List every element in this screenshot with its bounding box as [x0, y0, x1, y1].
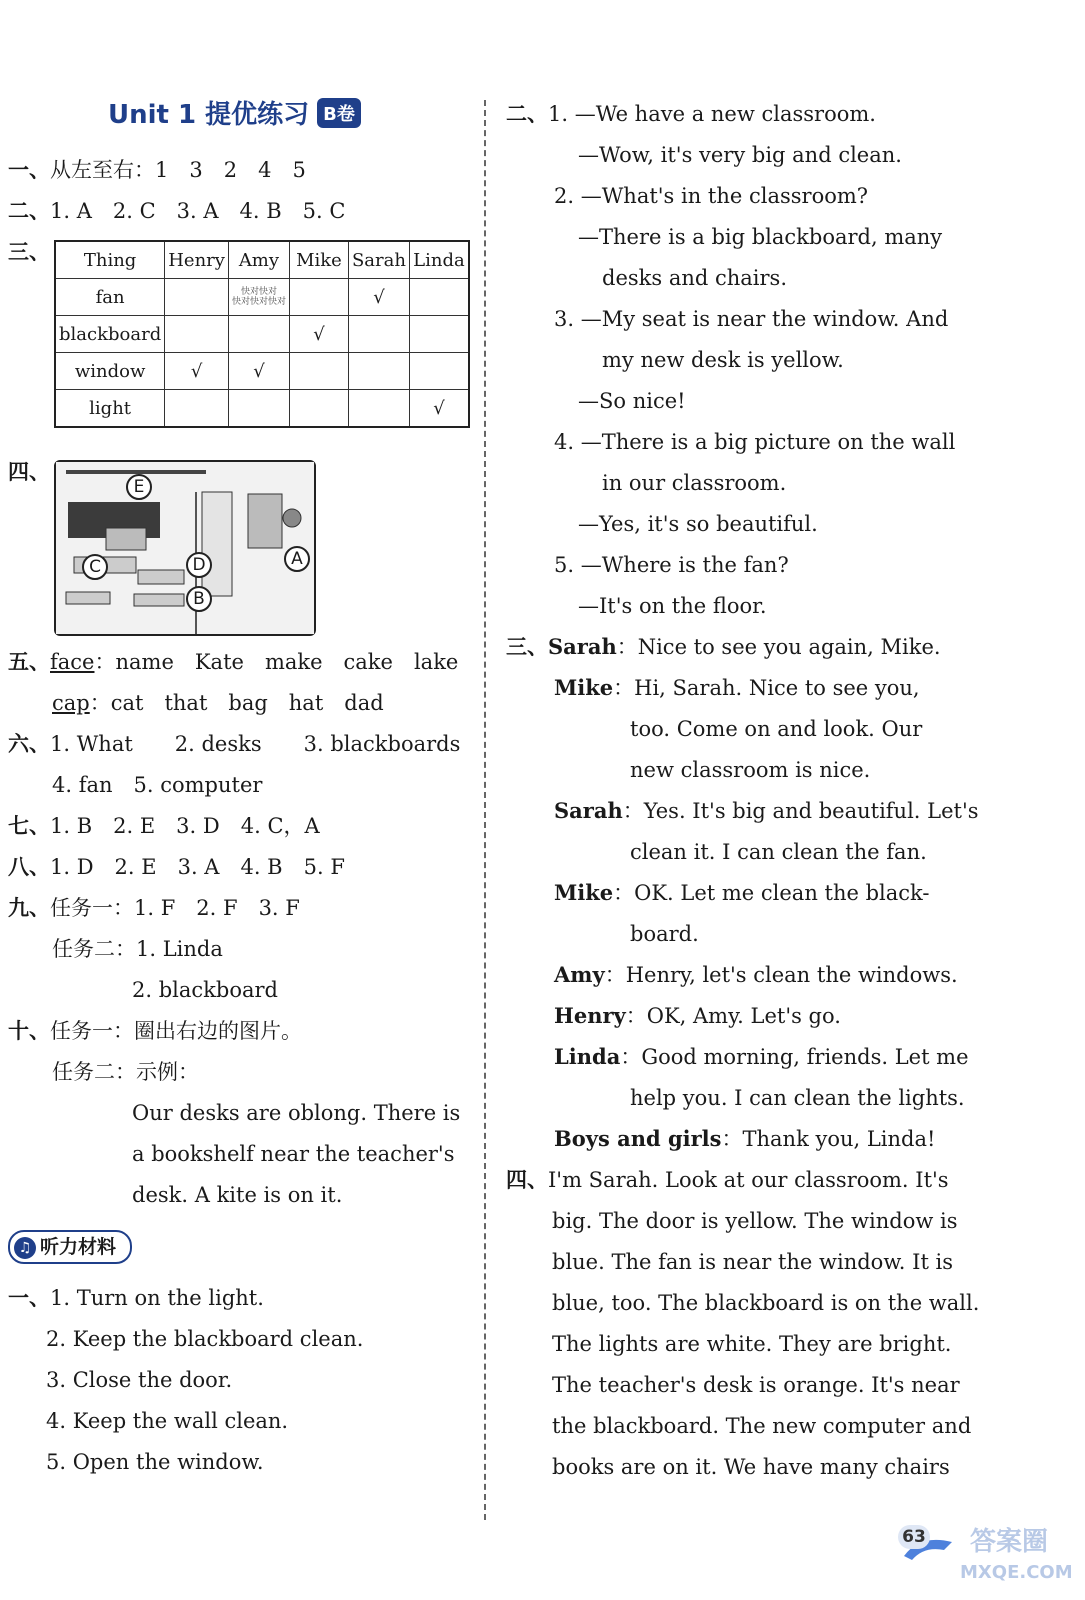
answer-q9-task2: 任务二：1. Linda — [52, 937, 223, 961]
table-cell: √ — [289, 316, 348, 353]
speaker-name: Sarah — [554, 798, 623, 823]
listening-item: 3. Close the door. — [46, 1368, 233, 1392]
answer-q3-number — [8, 238, 50, 266]
watermark-logo — [900, 1514, 1073, 1584]
dialogue-line: 1. —We have a new classroom. — [548, 102, 876, 126]
conversation-line: Henry：OK, Amy. Let's go. — [554, 1003, 841, 1028]
q4-number: 四、 — [8, 460, 50, 484]
table-cell: √ — [165, 353, 229, 390]
listening-label-text: 听力材料 — [40, 1236, 117, 1258]
speech-text: new classroom is nice. — [630, 758, 871, 782]
speech-text: OK. Let me clean the black- — [634, 881, 930, 905]
label-d: D — [186, 552, 212, 578]
dialogue-line: —There is a big blackboard, many — [578, 225, 943, 249]
page-number: 63 — [898, 1525, 930, 1549]
table-cell — [289, 279, 348, 316]
q5-number: 五、 — [8, 650, 50, 674]
speech-text: too. Come on and look. Our — [630, 717, 923, 741]
listening-item: 5. Open the window. — [46, 1450, 264, 1474]
table-cell — [409, 316, 469, 353]
answer-q1 — [8, 156, 306, 184]
passage-line: The lights are white. They are bright. — [552, 1332, 952, 1356]
answer-q9-task1 — [8, 894, 300, 922]
q9-task1: 任务一：1. F 2. F 3. F — [50, 896, 300, 920]
table-cell: fan — [55, 279, 165, 316]
passage-line: books are on it. We have many chairs — [552, 1455, 950, 1479]
speech-text: Thank you, Linda! — [742, 1127, 936, 1151]
label-a: A — [284, 546, 310, 572]
label-e: E — [126, 474, 152, 500]
speech-text: Nice to see you again, Mike. — [637, 635, 941, 659]
answer-q6-line1 — [8, 730, 460, 758]
conversation-line: Mike：Hi, Sarah. Nice to see you, — [554, 675, 920, 700]
speech-text: Yes. It's big and beautiful. Let's — [643, 799, 979, 823]
table-cell: window — [55, 353, 165, 390]
answer-q8 — [8, 853, 345, 881]
speaker-name: Mike — [554, 880, 614, 905]
conversation-line: Linda：Good morning, friends. Let me — [554, 1044, 969, 1069]
answer-q5-line1 — [8, 648, 458, 676]
speech-text: OK, Amy. Let's go. — [646, 1004, 841, 1028]
table-header: Amy — [228, 241, 289, 279]
title-badge: B卷 — [317, 98, 361, 128]
answer-q5-line2 — [52, 689, 384, 717]
dialogue-line: 3. —My seat is near the window. And — [554, 307, 949, 331]
title-text: Unit 1 提优练习 — [108, 100, 310, 130]
watermark-text: MXQE.COM — [960, 1562, 1073, 1583]
speaker-name: Henry — [554, 1003, 626, 1028]
table-cell — [165, 316, 229, 353]
listening-item: 4. Keep the wall clean. — [46, 1409, 289, 1433]
table-cell — [289, 390, 348, 428]
answer-q10-task2: 任务二：示例： — [52, 1060, 199, 1084]
dialogue-line: 2. —What's in the classroom? — [554, 184, 869, 208]
conversation-line: Sarah：Yes. It's big and beautiful. Let's — [554, 798, 979, 823]
table-cell — [228, 316, 289, 353]
dialogue-line: 5. —Where is the fan? — [554, 553, 789, 577]
speaker-name: Linda — [554, 1044, 621, 1069]
answer-q2 — [8, 197, 345, 225]
dialogue-line: —Yes, it's so beautiful. — [578, 512, 818, 536]
dialogue-line: 4. —There is a big picture on the wall — [554, 430, 956, 454]
headphones-icon: ♫ — [14, 1237, 36, 1259]
table-cell — [165, 279, 229, 316]
speaker-name: Mike — [554, 675, 614, 700]
listening-item: 2. Keep the blackboard clean. — [46, 1327, 364, 1351]
speech-text: board. — [630, 922, 699, 946]
speaker-name: Amy — [554, 962, 605, 987]
classroom-picture — [54, 460, 316, 636]
passage-line: The teacher's desk is orange. It's near — [552, 1373, 960, 1397]
answer-q10-task1 — [8, 1017, 302, 1045]
passage-line: blue, too. The blackboard is on the wall. — [552, 1291, 980, 1315]
page-title — [108, 94, 361, 131]
dialogue-line: —Wow, it's very big and clean. — [578, 143, 902, 167]
speech-text: Hi, Sarah. Nice to see you, — [634, 676, 920, 700]
table-cell: light — [55, 390, 165, 428]
q1-text: 从左至右：1 3 2 4 5 — [50, 158, 306, 182]
table-header-row — [55, 241, 469, 279]
table-cell: 快对快对 快对快对快对 — [228, 279, 289, 316]
passage-line: the blackboard. The new computer and — [552, 1414, 972, 1438]
q8-text: 1. D 2. E 3. A 4. B 5. F — [50, 855, 345, 879]
passage-line — [506, 1166, 949, 1194]
table-header: Mike — [289, 241, 348, 279]
q6-line1: 1. What 2. desks 3. blackboards — [50, 732, 461, 756]
table-cell: √ — [409, 390, 469, 428]
conversation-line: Mike：OK. Let me clean the black- — [554, 880, 930, 905]
listening-q4-number: 四、 — [506, 1168, 548, 1192]
answer-q9-task2b: 2. blackboard — [132, 978, 278, 1002]
listening-material-label — [8, 1230, 132, 1264]
table-row — [55, 279, 469, 316]
table-cell: √ — [348, 279, 409, 316]
answer-q4-number — [8, 458, 50, 486]
column-divider — [484, 100, 486, 1520]
table-cell — [289, 353, 348, 390]
q3-number: 三、 — [8, 240, 50, 264]
dialogue-line: my new desk is yellow. — [602, 348, 844, 372]
table-cell — [348, 316, 409, 353]
conversation-line: Amy：Henry, let's clean the windows. — [554, 962, 958, 987]
table-cell — [228, 390, 289, 428]
speech-text: Henry, let's clean the windows. — [625, 963, 958, 987]
passage-line: blue. The fan is near the window. It is — [552, 1250, 954, 1274]
answer-q6-line2: 4. fan 5. computer — [52, 773, 263, 797]
svg-text:答案圈: 答案圈 — [970, 1527, 1049, 1557]
table-header: Sarah — [348, 241, 409, 279]
listening-item-text: 1. Turn on the light. — [50, 1286, 264, 1310]
conversation-line: 三、Sarah：Nice to see you again, Mike. — [506, 634, 941, 659]
listening-q3-number: 三、 — [506, 635, 548, 659]
q5-key-word: face — [50, 650, 95, 674]
passage-text: I'm Sarah. Look at our classroom. It's — [548, 1168, 949, 1192]
speech-text: clean it. I can clean the fan. — [630, 840, 927, 864]
table-header: Thing — [55, 241, 165, 279]
q5-key-word: cap — [52, 691, 90, 715]
q9-number: 九、 — [8, 896, 50, 920]
answer-table — [54, 240, 470, 428]
table-cell — [409, 279, 469, 316]
q7-text: 1. B 2. E 3. D 4. C，A — [50, 814, 320, 838]
q1-number: 一、 — [8, 158, 50, 182]
speech-text: Good morning, friends. Let me — [641, 1045, 969, 1069]
table-row — [55, 390, 469, 428]
dialogue-line: desks and chairs. — [602, 266, 788, 290]
q10-example-line: desk. A kite is on it. — [132, 1183, 343, 1207]
table-row — [55, 316, 469, 353]
table-cell: blackboard — [55, 316, 165, 353]
passage-line: big. The door is yellow. The window is — [552, 1209, 958, 1233]
dialogue-line: —So nice! — [578, 389, 686, 413]
q8-number: 八、 — [8, 855, 50, 879]
speech-text: help you. I can clean the lights. — [630, 1086, 965, 1110]
classroom-illustration — [56, 462, 314, 634]
dialogue-line: —It's on the floor. — [578, 594, 767, 618]
q10-example-line: Our desks are oblong. There is — [132, 1101, 461, 1125]
conversation-line: Boys and girls：Thank you, Linda! — [554, 1126, 936, 1151]
speaker-name: Boys and girls — [554, 1126, 722, 1151]
table-cell — [165, 390, 229, 428]
q5-line2: ：cat that bag hat dad — [89, 691, 384, 715]
q10-task1: 任务一：圈出右边的图片。 — [50, 1019, 302, 1043]
label-c: C — [82, 554, 108, 580]
speaker-name: Sarah — [548, 634, 617, 659]
answer-q7 — [8, 812, 320, 840]
label-b: B — [186, 586, 212, 612]
table-header: Henry — [165, 241, 229, 279]
dialogue-line: in our classroom. — [602, 471, 787, 495]
q7-number: 七、 — [8, 814, 50, 838]
q10-example-line: a bookshelf near the teacher's — [132, 1142, 455, 1166]
listening-q2-number: 二、 — [506, 102, 548, 126]
listening-item — [8, 1284, 264, 1312]
listening-q2-line — [506, 100, 876, 128]
table-row — [55, 353, 469, 390]
q10-number: 十、 — [8, 1019, 50, 1043]
table-cell — [348, 390, 409, 428]
q6-number: 六、 — [8, 732, 50, 756]
listening-number: 一、 — [8, 1286, 50, 1310]
table-cell — [348, 353, 409, 390]
q5-line1: ：name Kate make cake lake — [94, 650, 459, 674]
q2-text: 1. A 2. C 3. A 4. B 5. C — [50, 199, 346, 223]
table-cell — [409, 353, 469, 390]
table-cell: √ — [228, 353, 289, 390]
table-header: Linda — [409, 241, 469, 279]
q2-number: 二、 — [8, 199, 50, 223]
